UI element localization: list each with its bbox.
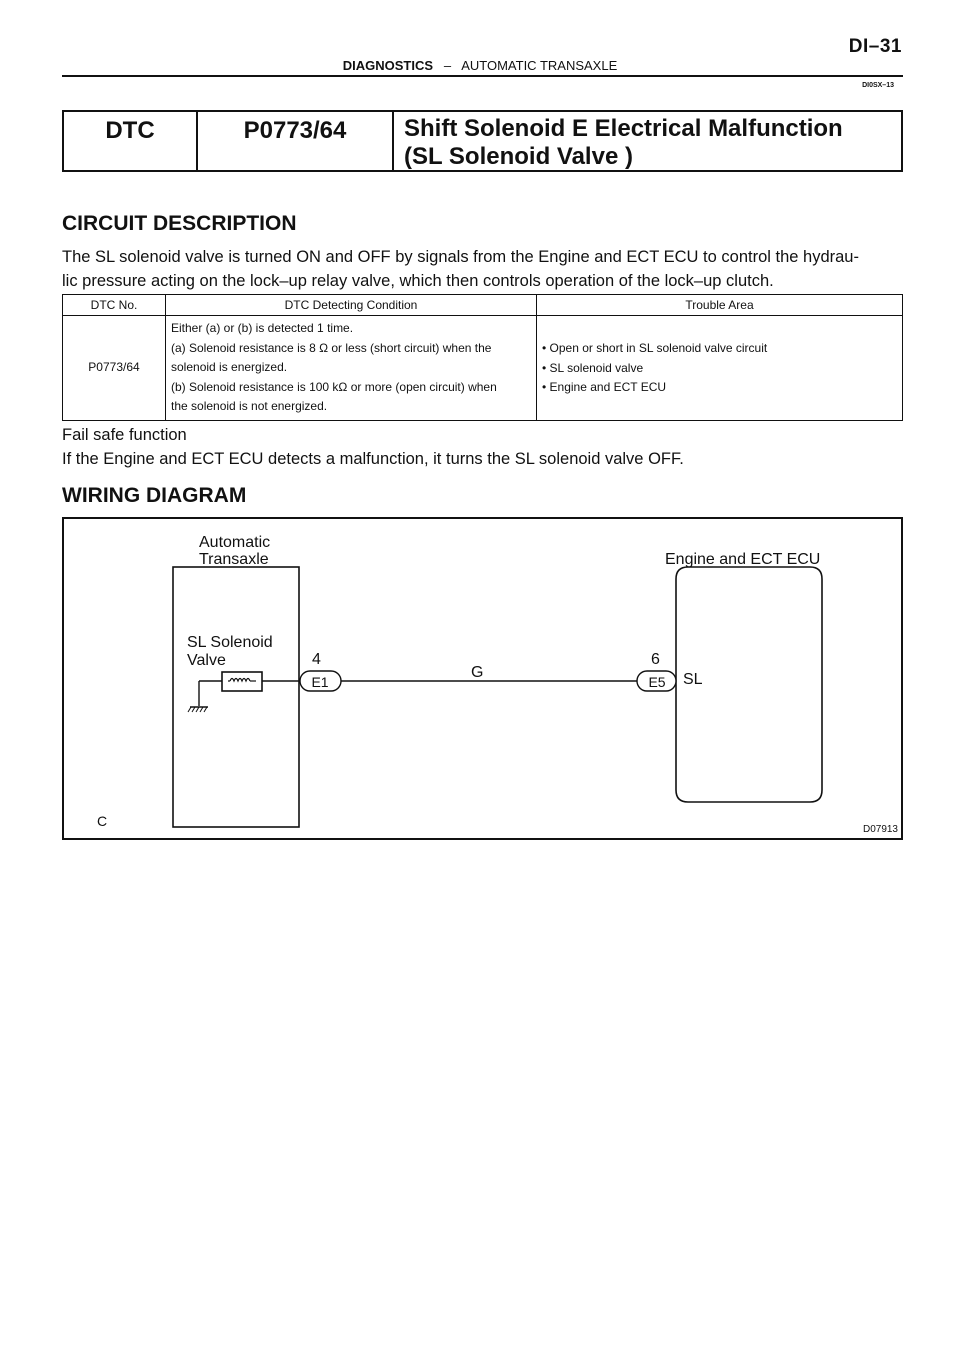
trouble-area-item: • Open or short in SL solenoid valve circuit — [542, 341, 768, 355]
transaxle-label-line1: Automatic — [199, 534, 271, 551]
condition-line: solenoid is energized. — [171, 360, 288, 374]
solenoid-label-line1: SL Solenoid — [187, 634, 273, 651]
pin-number-left: 4 — [312, 651, 321, 668]
wire-color-label: G — [471, 664, 484, 681]
table-header-trouble-area: Trouble Area — [537, 295, 903, 316]
condition-line: Either (a) or (b) is detected 1 time. — [171, 321, 354, 335]
transaxle-label-line2: Transaxle — [199, 551, 269, 568]
table-header-dtc-no: DTC No. — [63, 295, 166, 316]
figure-code: D07913 — [862, 824, 898, 835]
terminal-label: SL — [683, 671, 703, 688]
pin-number-right: 6 — [651, 651, 660, 668]
condition-line: (a) Solenoid resistance is 8 Ω or less (short circuit) when the — [171, 340, 492, 355]
corner-mark: C — [97, 813, 108, 829]
doc-code: DI0SX–13 — [862, 82, 894, 89]
circuit-text-line1: The SL solenoid valve is turned ON and OFF by signals from the Engine and ECT ECU to control the hydrau- — [62, 248, 859, 266]
header-subsection: AUTOMATIC TRANSAXLE — [461, 58, 618, 73]
solenoid-coil-icon — [222, 672, 262, 691]
fail-safe-heading: Fail safe function — [62, 426, 187, 444]
trouble-area-item: • Engine and ECT ECU — [542, 380, 667, 394]
condition-line: the solenoid is not energized. — [171, 399, 328, 413]
condition-line: (b) Solenoid resistance is 100 kΩ or more (open circuit) when — [171, 379, 497, 394]
header-separator: – — [443, 58, 452, 73]
dtc-label: DTC — [105, 117, 155, 144]
transaxle-box — [173, 567, 299, 827]
ground-icon — [188, 707, 208, 712]
connector-e1-label: E1 — [311, 674, 329, 690]
connector-e5-label: E5 — [648, 674, 666, 690]
ecu-label: Engine and ECT ECU — [665, 551, 821, 568]
solenoid-label-line2: Valve — [187, 652, 226, 669]
fail-safe-text: If the Engine and ECT ECU detects a malfunction, it turns the SL solenoid valve OFF. — [62, 450, 684, 468]
circuit-description-heading: CIRCUIT DESCRIPTION — [62, 212, 297, 235]
table-header-condition: DTC Detecting Condition — [166, 295, 537, 316]
header-section: DIAGNOSTICS — [342, 58, 434, 73]
dtc-title-line2: (SL Solenoid Valve ) — [404, 143, 633, 170]
trouble-area-item: • SL solenoid valve — [542, 360, 644, 375]
wiring-diagram-heading: WIRING DIAGRAM — [62, 484, 247, 507]
table-cell-dtc-no: P0773/64 — [63, 316, 166, 421]
circuit-text-line2: lic pressure acting on the lock–up relay valve, which then controls operation of the lock–up clutch. — [62, 272, 774, 290]
dtc-title-line1: Shift Solenoid E Electrical Malfunction — [404, 115, 843, 142]
dtc-code: P0773/64 — [196, 112, 392, 170]
page-number: DI–31 — [848, 36, 902, 57]
